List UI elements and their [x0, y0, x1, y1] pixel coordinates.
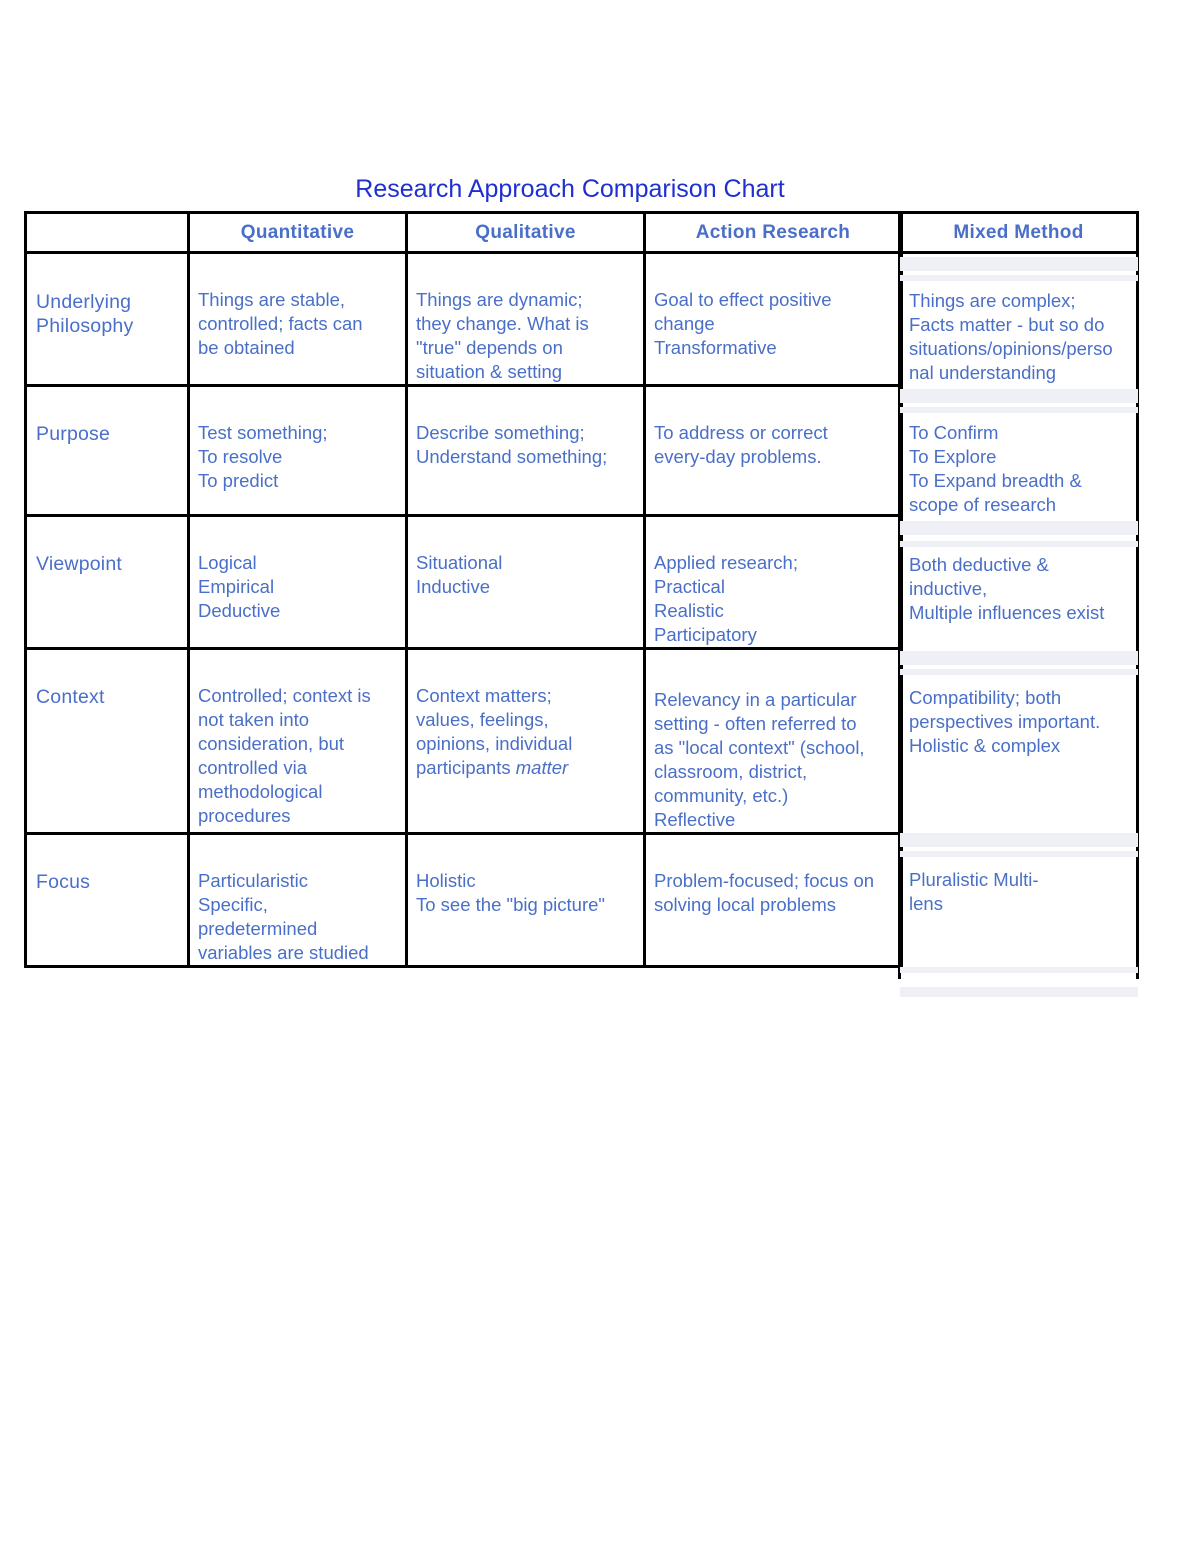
shaded-band — [900, 833, 1138, 847]
qualitative-text: Context matters; values, feelings, opinions, individual participants — [416, 685, 573, 778]
table-row — [26, 386, 902, 516]
row-label: Purpose — [36, 423, 111, 445]
quantitative-text: Logical Empirical Deductive — [198, 552, 281, 621]
mixed-method-text: Pluralistic Multi- lens — [909, 869, 1039, 914]
header-action-research: Action Research — [645, 213, 902, 253]
shaded-band — [900, 851, 1138, 857]
qualitative-text: Holistic To see the "big picture" — [416, 870, 605, 915]
action-research-cell — [645, 253, 902, 386]
quantitative-cell — [189, 516, 407, 649]
qualitative-text: Describe something; Understand something; — [416, 422, 608, 467]
action-research-cell — [645, 834, 902, 967]
qualitative-emphasis: matter — [515, 757, 569, 778]
quantitative-text: Test something; To resolve To predict — [198, 422, 328, 491]
quantitative-cell — [189, 834, 407, 967]
action-research-text: Relevancy in a particular setting - often referred to as "local context" (school, classroom, district, community, etc.) Reflective — [654, 689, 865, 830]
shaded-band — [900, 257, 1138, 271]
quantitative-cell — [189, 649, 407, 834]
mixed-method-text: To Confirm To Explore To Expand breadth & scope of research — [909, 422, 1082, 515]
qualitative-cell — [407, 649, 645, 834]
mixed-method-column — [898, 211, 1139, 1001]
action-research-cell — [645, 649, 902, 834]
action-research-text: To address or correct every-day problems. — [654, 422, 828, 467]
mixed-method-text: Both deductive & inductive, Multiple influences exist — [909, 554, 1105, 623]
action-research-text: Applied research; Practical Realistic Participatory — [654, 552, 798, 645]
page-title: Research Approach Comparison Chart — [355, 175, 785, 203]
shaded-band — [900, 987, 1138, 997]
quantitative-cell — [189, 253, 407, 386]
mixed-method-text: Compatibility; both perspectives important. Holistic & complex — [909, 687, 1101, 756]
action-research-cell — [645, 386, 902, 516]
row-label: Focus — [36, 871, 91, 893]
qualitative-text: Situational Inductive — [416, 552, 503, 597]
shaded-band — [900, 541, 1138, 547]
shaded-band — [900, 651, 1138, 665]
qualitative-cell — [407, 253, 645, 386]
qualitative-text-block — [408, 650, 643, 780]
mixed-method-text: Things are complex; Facts matter - but so do situations/opinions/perso nal understanding — [909, 290, 1113, 383]
header-row — [26, 213, 902, 253]
row-label-cell — [26, 386, 189, 516]
shaded-band — [900, 407, 1138, 413]
shaded-band — [900, 389, 1138, 403]
shaded-band — [900, 669, 1138, 675]
quantitative-text: Things are stable, controlled; facts can be obtained — [198, 289, 363, 358]
comparison-table — [24, 211, 903, 968]
shaded-band — [900, 275, 1138, 281]
header-empty-cell — [26, 213, 189, 253]
table-row — [26, 649, 902, 834]
qualitative-cell — [407, 386, 645, 516]
quantitative-cell — [189, 386, 407, 516]
row-label: Context — [36, 686, 105, 708]
row-label: Underlying Philosophy — [36, 291, 134, 337]
qualitative-cell — [407, 834, 645, 967]
header-mixed-method: Mixed Method — [953, 222, 1084, 243]
shaded-band — [900, 521, 1138, 535]
row-label-cell — [26, 834, 189, 967]
row-label-cell — [26, 516, 189, 649]
row-label-cell — [26, 253, 189, 386]
qualitative-cell — [407, 516, 645, 649]
action-research-cell — [645, 516, 902, 649]
row-label-cell — [26, 649, 189, 834]
row-label: Viewpoint — [36, 553, 122, 575]
header-qualitative: Qualitative — [407, 213, 645, 253]
header-quantitative: Quantitative — [189, 213, 407, 253]
quantitative-text: Particularistic Specific, predetermined variables are studied — [198, 870, 369, 963]
qualitative-text: Things are dynamic; they change. What is "true" depends on situation & setting — [416, 289, 589, 382]
action-research-text: Problem-focused; focus on solving local problems — [654, 870, 875, 915]
table-row — [26, 834, 902, 967]
table-row — [26, 516, 902, 649]
action-research-text: Goal to effect positive change Transformative — [654, 289, 832, 358]
shaded-band — [900, 967, 1138, 973]
divider — [898, 251, 1139, 254]
table-row — [26, 253, 902, 386]
quantitative-text: Controlled; context is not taken into consideration, but controlled via methodological procedures — [198, 685, 371, 826]
